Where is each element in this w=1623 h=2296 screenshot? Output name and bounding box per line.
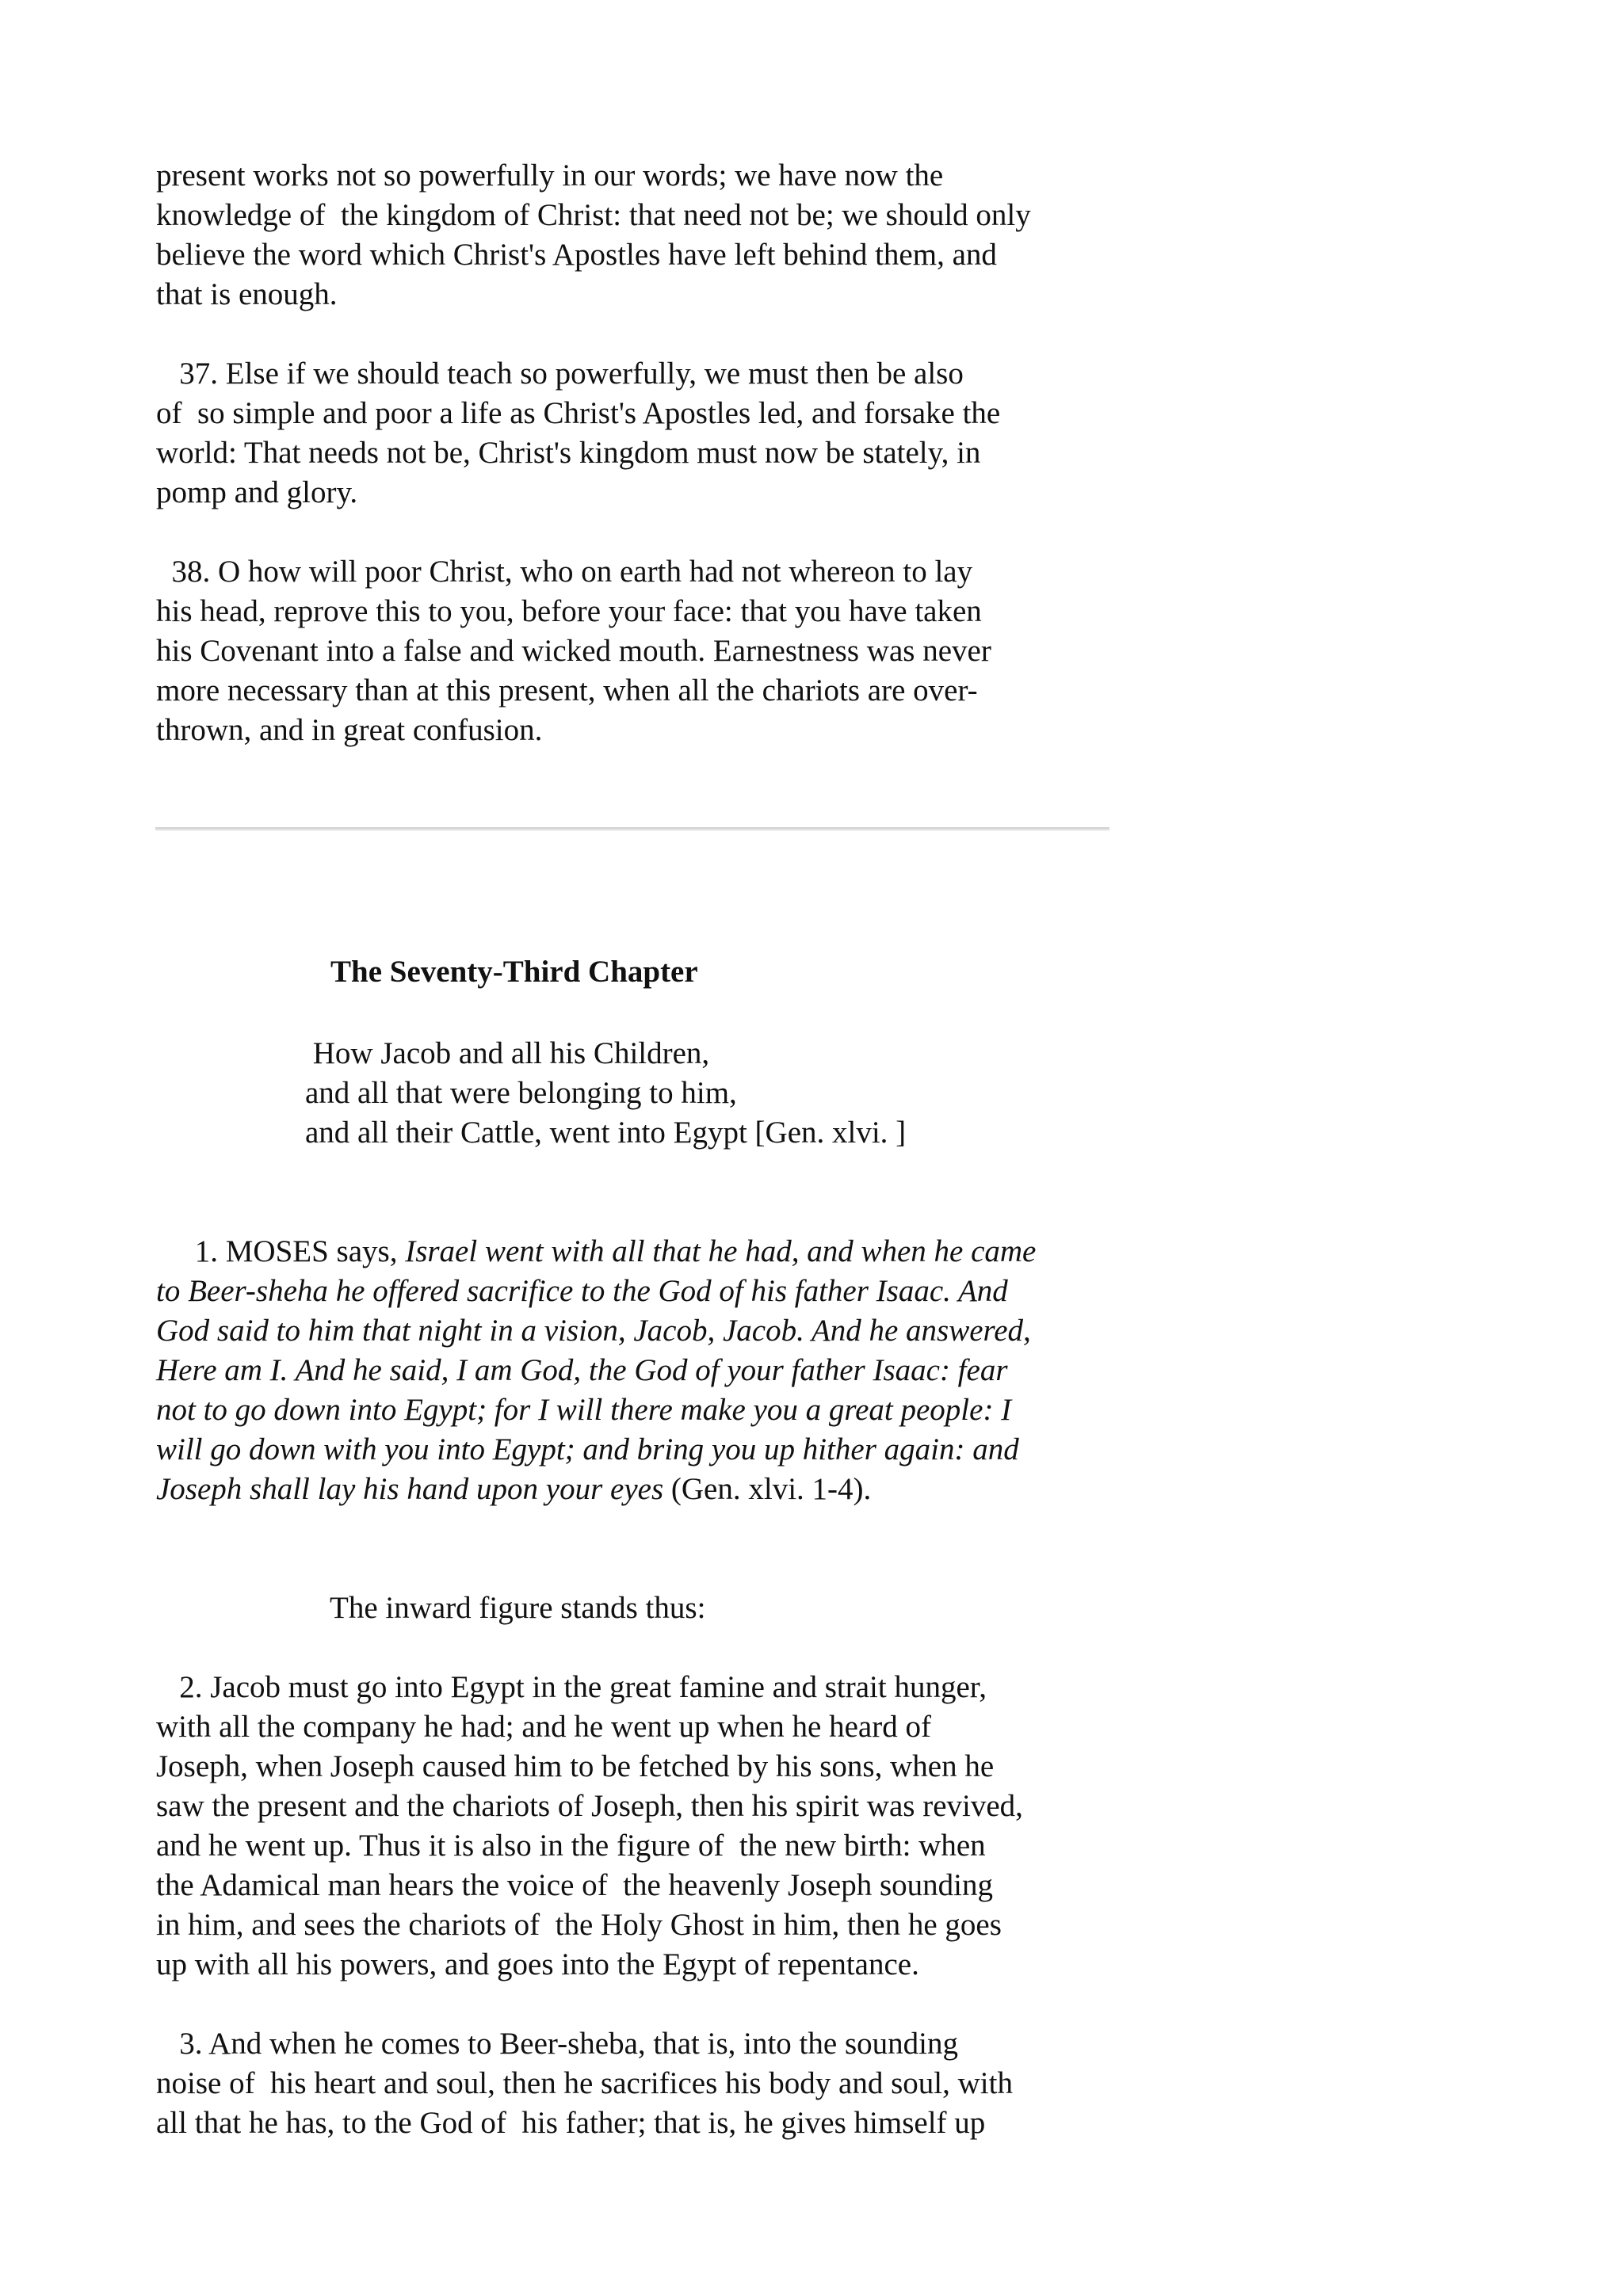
text-line: the Adamical man hears the voice of the heavenly Joseph sounding bbox=[156, 1868, 993, 1902]
text-line: thrown, and in great confusion. bbox=[156, 713, 543, 747]
chapter-summary-line: How Jacob and all his Children, bbox=[305, 1036, 710, 1070]
citation: (Gen. xlvi. 1-4). bbox=[663, 1472, 872, 1506]
text-line: saw the present and the chariots of Joseph, then his spirit was revived, bbox=[156, 1789, 1023, 1823]
text-line: in him, and sees the chariots of the Holy Ghost in him, then he goes bbox=[156, 1908, 1002, 1942]
italic-quote: Israel went with all that he had, and when he came bbox=[405, 1234, 1037, 1268]
text-line bbox=[156, 1470, 871, 1509]
text-line: present works not so powerfully in our words; we have now the bbox=[156, 158, 944, 193]
text-line: 2. Jacob must go into Egypt in the great famine and strait hunger, bbox=[156, 1670, 987, 1704]
italic-quote: God said to him that night in a vision, Jacob, Jacob. And he answered, bbox=[156, 1314, 1031, 1348]
text-line: 38. O how will poor Christ, who on earth had not whereon to lay bbox=[156, 555, 973, 589]
text-line: with all the company he had; and he went up when he heard of bbox=[156, 1710, 931, 1744]
subheading: The inward figure stands thus: bbox=[330, 1591, 706, 1625]
chapter-title: The Seventy-Third Chapter bbox=[330, 955, 698, 989]
text-line: noise of his heart and soul, then he sacrifices his body and soul, with bbox=[156, 2066, 1013, 2100]
text-line: that is enough. bbox=[156, 277, 338, 311]
text-line: 3. And when he comes to Beer-sheba, that is, into the sounding bbox=[156, 2027, 958, 2061]
text-line: and he went up. Thus it is also in the figure of the new birth: when bbox=[156, 1829, 986, 1863]
chapter-summary-line: and all their Cattle, went into Egypt [Gen. xlvi. ] bbox=[305, 1116, 907, 1150]
text-line: world: That needs not be, Christ's kingdom must now be stately, in bbox=[156, 436, 981, 470]
text-line: knowledge of the kingdom of Christ: that need not be; we should only bbox=[156, 198, 1031, 232]
text-line: more necessary than at this present, when all the chariots are over- bbox=[156, 673, 978, 707]
text-line: his head, reprove this to you, before your face: that you have taken bbox=[156, 594, 982, 628]
text-line: pomp and glory. bbox=[156, 475, 358, 509]
text-line: his Covenant into a false and wicked mouth. Earnestness was never bbox=[156, 634, 991, 668]
text-line: all that he has, to the God of his father; that is, he gives himself up bbox=[156, 2106, 986, 2140]
text-line: of so simple and poor a life as Christ's Apostles led, and forsake the bbox=[156, 396, 1001, 430]
text-line: up with all his powers, and goes into the Egypt of repentance. bbox=[156, 1947, 919, 1981]
italic-quote: Joseph shall lay his hand upon your eyes bbox=[156, 1472, 664, 1506]
chapter-summary-line: and all that were belonging to him, bbox=[305, 1076, 737, 1110]
italic-quote: will go down with you into Egypt; and bring you up hither again: and bbox=[156, 1432, 1019, 1466]
italic-quote: to Beer-sheha he offered sacrifice to the God of his father Isaac. And bbox=[156, 1274, 1008, 1308]
italic-quote: Here am I. And he said, I am God, the God of your father Isaac: fear bbox=[156, 1353, 1008, 1387]
text-line bbox=[156, 1232, 1036, 1272]
text-line: believe the word which Christ's Apostles have left behind them, and bbox=[156, 238, 997, 272]
text-line: 37. Else if we should teach so powerfully, we must then be also bbox=[156, 357, 964, 391]
roman-text: 1. MOSES says, bbox=[156, 1234, 406, 1268]
italic-quote: not to go down into Egypt; for I will there make you a great people: I bbox=[156, 1393, 1012, 1427]
text-line: Joseph, when Joseph caused him to be fetched by his sons, when he bbox=[156, 1749, 995, 1783]
section-divider bbox=[155, 827, 1109, 831]
